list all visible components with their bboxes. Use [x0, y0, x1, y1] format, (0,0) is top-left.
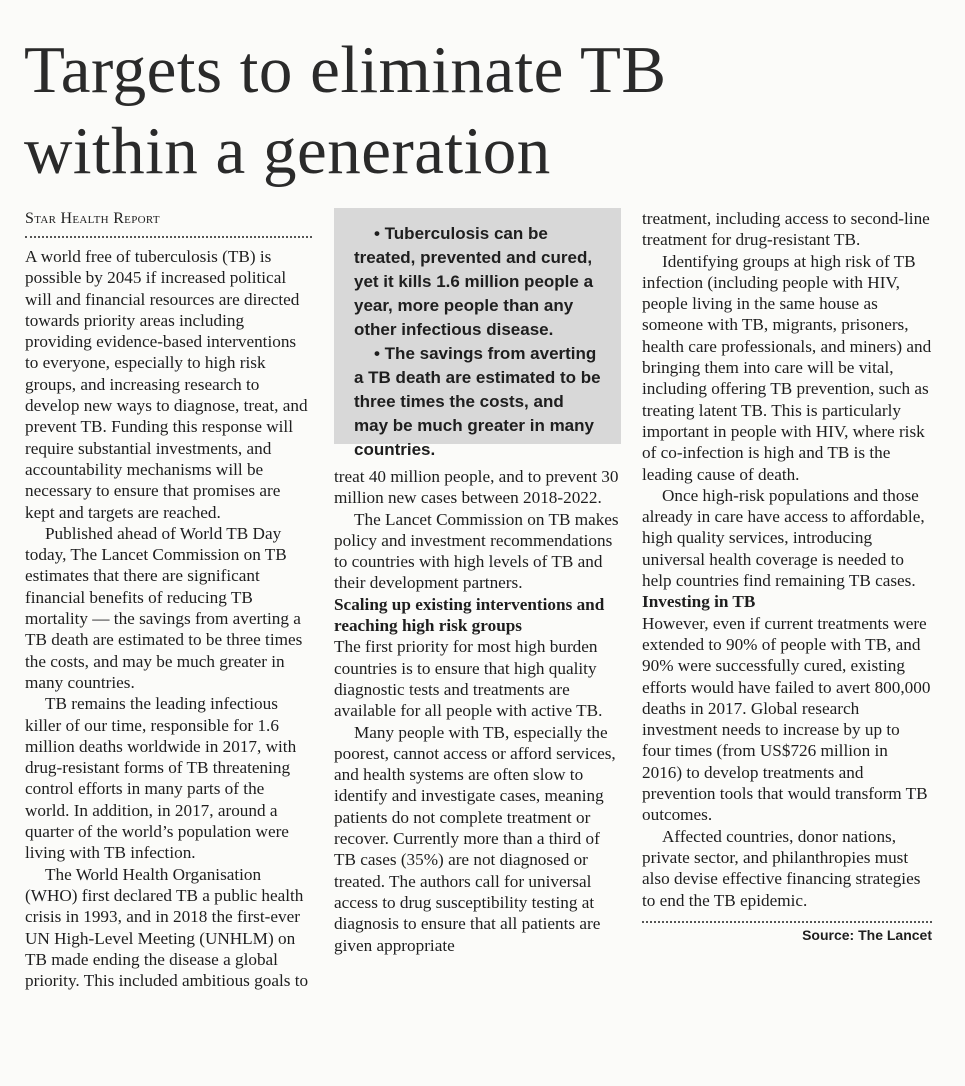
headline-line-2: within a generation [24, 114, 551, 188]
headline-line-1: Targets to eliminate TB [24, 33, 667, 107]
byline: Star Health Report [25, 210, 160, 227]
paragraph: The first priority for most high burden countries is to ensure that high quality diagnostic tests and treatments are available for all people with active TB. [334, 637, 603, 721]
paragraph: Once high-risk populations and those already in care have access to affordable, high quality services, introducing universal health coverage is needed to help countries find remaining TB cases. [642, 485, 925, 591]
paragraph: However, even if current treatments were extended to 90% of people with TB, and 90% were successfully cured, existing efforts would have failed to avert 800,000 deaths in 2017. Global research investment needs to increase by up to four times (from US$726 million in 2016) to develop treatments and prevention tools that would transform TB outcomes. [642, 613, 931, 825]
article-column-1 [25, 208, 312, 991]
paragraph: The Lancet Commission on TB makes policy and investment recommendations to countries with high levels of TB and their development partners. [334, 509, 619, 593]
headline [24, 30, 944, 192]
dotted-divider [25, 236, 312, 238]
paragraph: treatment, including access to second-line treatment for drug-resistant TB. [642, 209, 930, 250]
highlight-box [334, 208, 621, 459]
article-column-3 [642, 208, 932, 946]
paragraph: treat 40 million people, and to prevent 30 million new cases between 2018-2022. [334, 467, 619, 508]
dotted-divider [642, 921, 932, 923]
paragraph: Published ahead of World TB Day today, The Lancet Commission on TB estimates that there are significant financial benefits of reducing TB mortality — the savings from averting a TB death are estimated to be three times the costs, and may be much greater in many countries. [25, 523, 303, 692]
paragraph: Identifying groups at high risk of TB infection (including people with HIV, people living in the same house as someone with TB, migrants, prisoners, health care professionals, and miners) and bringing them into care will be vital, including offering TB prevention, such as treating latent TB. This is particularly important in people with HIV, where risk of co-infection is high and TB is the leading cause of death. [642, 251, 932, 484]
paragraph: Affected countries, donor nations, private sector, and philanthropies must also devise effective financing strategies to end the TB epidemic. [642, 826, 921, 910]
section-subhead: Scaling up existing interventions and reaching high risk groups [334, 594, 605, 636]
section-subhead: Investing in TB [642, 592, 756, 612]
paragraph: TB remains the leading infectious killer of our time, responsible for 1.6 million deaths worldwide in 2017, with drug-resistant forms of TB threatening control efforts in many parts of the world. In addition, in 2017, around a quarter of the world’s population were living with TB infection. [25, 694, 297, 863]
paragraph: A world free of tuberculosis (TB) is possible by 2045 if increased political will and financial resources are directed towards priority areas including providing evidence-based interventions to everyone, especially to high risk groups, and increasing research to develop new ways to diagnose, treat, and prevent TB. Funding this response will require substantial investments, and accountability mechanisms will be necessary to ensure that promises are kept and targets are reached. [25, 247, 308, 522]
paragraph: The World Health Organisation (WHO) first declared TB a public health crisis in 1993, and in 2018 the first-ever UN High-Level Meeting (UNHLM) on TB made ending the disease a global priority. This included ambitious goals to [25, 864, 309, 991]
highlight-point: • The savings from averting a TB death are estimated to be three times the costs, and may be much greater in many countries. [354, 344, 601, 459]
paragraph: Many people with TB, especially the poorest, cannot access or afford services, and health systems are often slow to identify and investigate cases, meaning patients do not complete treatment or recover. Currently more than a third of TB cases (35%) are not diagnosed or treated. The authors call for universal access to drug susceptibility testing at diagnosis to ensure that all patients are given appropriate [334, 722, 616, 955]
highlight-point: • Tuberculosis can be treated, prevented and cured, yet it kills 1.6 million people a year, more people than any other infectious disease. [354, 224, 594, 339]
article-column-2 [334, 208, 621, 956]
source-credit: Source: The Lancet [802, 926, 932, 943]
